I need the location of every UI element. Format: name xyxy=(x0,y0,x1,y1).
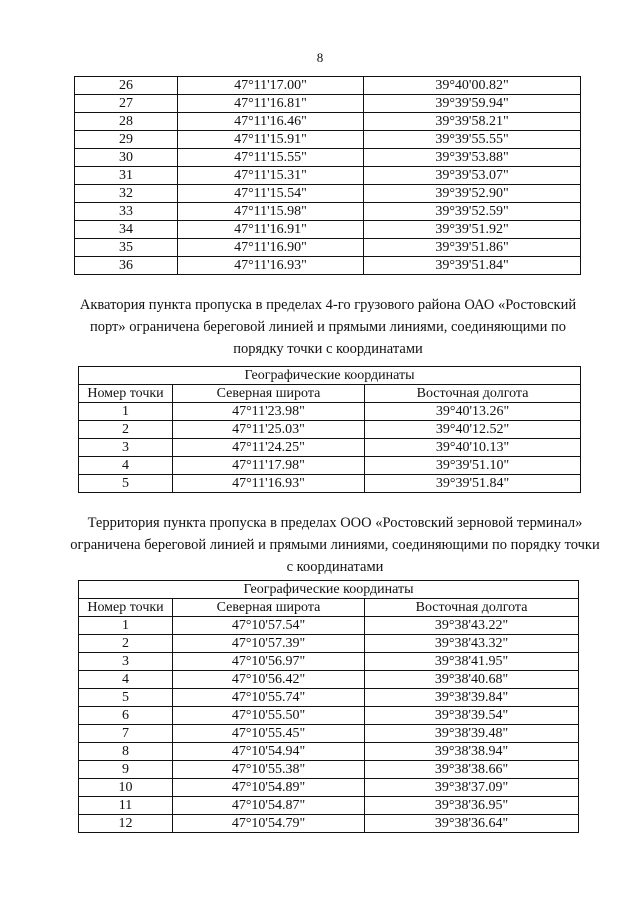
latitude-cell: 47°11'16.93" xyxy=(178,257,364,275)
table-row xyxy=(79,815,579,833)
longitude-cell: 39°40'12.52" xyxy=(365,421,581,439)
point-number-cell: 2 xyxy=(79,635,173,653)
latitude-cell: 47°10'54.89" xyxy=(173,779,365,797)
table-row xyxy=(75,95,581,113)
latitude-cell: 47°10'56.97" xyxy=(173,653,365,671)
table-row xyxy=(79,653,579,671)
longitude-header: Восточная долгота xyxy=(365,599,579,617)
longitude-cell: 39°39'51.84" xyxy=(364,257,581,275)
longitude-cell: 39°38'39.54" xyxy=(365,707,579,725)
table-row xyxy=(79,797,579,815)
coordinates-table-continued xyxy=(74,76,581,275)
point-number-cell: 2 xyxy=(79,421,173,439)
latitude-cell: 47°11'25.03" xyxy=(173,421,365,439)
longitude-cell: 39°39'53.88" xyxy=(364,149,581,167)
point-number-cell: 5 xyxy=(79,475,173,493)
latitude-cell: 47°11'15.31" xyxy=(178,167,364,185)
table-row xyxy=(75,131,581,149)
table-group-header-row xyxy=(79,581,579,599)
table-row xyxy=(79,707,579,725)
longitude-cell: 39°39'59.94" xyxy=(364,95,581,113)
longitude-cell: 39°38'38.66" xyxy=(365,761,579,779)
point-number-cell: 4 xyxy=(79,457,173,475)
table-row xyxy=(75,203,581,221)
aquatorium-coordinates-table xyxy=(78,366,581,493)
latitude-cell: 47°10'55.45" xyxy=(173,725,365,743)
point-number-cell: 34 xyxy=(75,221,178,239)
table-row xyxy=(79,761,579,779)
latitude-cell: 47°11'16.91" xyxy=(178,221,364,239)
longitude-cell: 39°38'43.22" xyxy=(365,617,579,635)
point-number-cell: 36 xyxy=(75,257,178,275)
latitude-cell: 47°11'16.46" xyxy=(178,113,364,131)
table-row xyxy=(75,185,581,203)
table-row xyxy=(75,113,581,131)
latitude-cell: 47°11'15.54" xyxy=(178,185,364,203)
point-number-cell: 27 xyxy=(75,95,178,113)
longitude-cell: 39°38'37.09" xyxy=(365,779,579,797)
longitude-cell: 39°39'53.07" xyxy=(364,167,581,185)
table-row xyxy=(75,149,581,167)
table-row xyxy=(75,167,581,185)
table-row xyxy=(79,457,581,475)
latitude-cell: 47°11'23.98" xyxy=(173,403,365,421)
longitude-cell: 39°39'51.84" xyxy=(365,475,581,493)
point-number-cell: 5 xyxy=(79,689,173,707)
latitude-cell: 47°10'54.79" xyxy=(173,815,365,833)
table-row xyxy=(79,617,579,635)
latitude-cell: 47°10'57.54" xyxy=(173,617,365,635)
longitude-cell: 39°39'58.21" xyxy=(364,113,581,131)
point-number-cell: 6 xyxy=(79,707,173,725)
latitude-cell: 47°10'55.74" xyxy=(173,689,365,707)
point-number-header: Номер точки xyxy=(79,385,173,403)
table-row xyxy=(79,779,579,797)
point-number-cell: 9 xyxy=(79,761,173,779)
longitude-cell: 39°38'39.48" xyxy=(365,725,579,743)
table-row xyxy=(79,743,579,761)
point-number-cell: 3 xyxy=(79,653,173,671)
point-number-cell: 32 xyxy=(75,185,178,203)
point-number-cell: 1 xyxy=(79,617,173,635)
latitude-cell: 47°10'54.87" xyxy=(173,797,365,815)
table-row xyxy=(75,257,581,275)
longitude-cell: 39°38'38.94" xyxy=(365,743,579,761)
latitude-cell: 47°11'24.25" xyxy=(173,439,365,457)
point-number-cell: 31 xyxy=(75,167,178,185)
point-number-cell: 12 xyxy=(79,815,173,833)
point-number-cell: 4 xyxy=(79,671,173,689)
latitude-cell: 47°10'55.50" xyxy=(173,707,365,725)
table-row xyxy=(75,221,581,239)
page-number: 8 xyxy=(316,50,324,65)
point-number-cell: 11 xyxy=(79,797,173,815)
longitude-cell: 39°39'51.10" xyxy=(365,457,581,475)
table-row xyxy=(79,725,579,743)
geographic-coordinates-header: Географические координаты xyxy=(79,581,579,599)
table-group-header-row xyxy=(79,367,581,385)
point-number-cell: 8 xyxy=(79,743,173,761)
longitude-cell: 39°40'00.82" xyxy=(364,77,581,95)
longitude-cell: 39°40'13.26" xyxy=(365,403,581,421)
point-number-cell: 35 xyxy=(75,239,178,257)
point-number-cell: 7 xyxy=(79,725,173,743)
point-number-header: Номер точки xyxy=(79,599,173,617)
longitude-cell: 39°39'51.92" xyxy=(364,221,581,239)
latitude-cell: 47°11'15.98" xyxy=(178,203,364,221)
latitude-header: Северная широта xyxy=(173,599,365,617)
latitude-cell: 47°11'15.55" xyxy=(178,149,364,167)
longitude-cell: 39°38'36.64" xyxy=(365,815,579,833)
geographic-coordinates-header: Географические координаты xyxy=(79,367,581,385)
longitude-cell: 39°38'40.68" xyxy=(365,671,579,689)
point-number-cell: 1 xyxy=(79,403,173,421)
table-row xyxy=(79,475,581,493)
longitude-cell: 39°39'55.55" xyxy=(364,131,581,149)
longitude-header: Восточная долгота xyxy=(365,385,581,403)
longitude-cell: 39°39'52.90" xyxy=(364,185,581,203)
longitude-cell: 39°38'39.84" xyxy=(365,689,579,707)
point-number-cell: 28 xyxy=(75,113,178,131)
latitude-cell: 47°11'15.91" xyxy=(178,131,364,149)
longitude-cell: 39°38'36.95" xyxy=(365,797,579,815)
table-row xyxy=(79,403,581,421)
terminal-territory-description: Территория пункта пропуска в пределах ООО «Ростовский зерновой терминал» ограничена береговой линией и прямыми линиями, соединяющими по порядку точки с координатами xyxy=(70,515,600,575)
latitude-header: Северная широта xyxy=(173,385,365,403)
table-row xyxy=(75,239,581,257)
latitude-cell: 47°10'56.42" xyxy=(173,671,365,689)
point-number-cell: 3 xyxy=(79,439,173,457)
latitude-cell: 47°10'57.39" xyxy=(173,635,365,653)
latitude-cell: 47°11'16.93" xyxy=(173,475,365,493)
table-row xyxy=(75,77,581,95)
latitude-cell: 47°10'55.38" xyxy=(173,761,365,779)
point-number-cell: 26 xyxy=(75,77,178,95)
longitude-cell: 39°38'43.32" xyxy=(365,635,579,653)
table-row xyxy=(79,635,579,653)
latitude-cell: 47°11'17.00" xyxy=(178,77,364,95)
point-number-cell: 30 xyxy=(75,149,178,167)
longitude-cell: 39°38'41.95" xyxy=(365,653,579,671)
aquatorium-description: Акватория пункта пропуска в пределах 4-го грузового района ОАО «Ростовский порт» ограничена береговой линией и прямыми линиями, соединяющими по порядку точки с координатами xyxy=(79,297,577,357)
table-row xyxy=(79,671,579,689)
longitude-cell: 39°40'10.13" xyxy=(365,439,581,457)
point-number-cell: 29 xyxy=(75,131,178,149)
latitude-cell: 47°11'16.90" xyxy=(178,239,364,257)
table-row xyxy=(79,689,579,707)
table-row xyxy=(79,439,581,457)
point-number-cell: 10 xyxy=(79,779,173,797)
terminal-coordinates-table xyxy=(78,580,579,833)
table-header-row xyxy=(79,599,579,617)
table-row xyxy=(79,421,581,439)
table-header-row xyxy=(79,385,581,403)
latitude-cell: 47°11'17.98" xyxy=(173,457,365,475)
longitude-cell: 39°39'51.86" xyxy=(364,239,581,257)
latitude-cell: 47°10'54.94" xyxy=(173,743,365,761)
point-number-cell: 33 xyxy=(75,203,178,221)
latitude-cell: 47°11'16.81" xyxy=(178,95,364,113)
longitude-cell: 39°39'52.59" xyxy=(364,203,581,221)
